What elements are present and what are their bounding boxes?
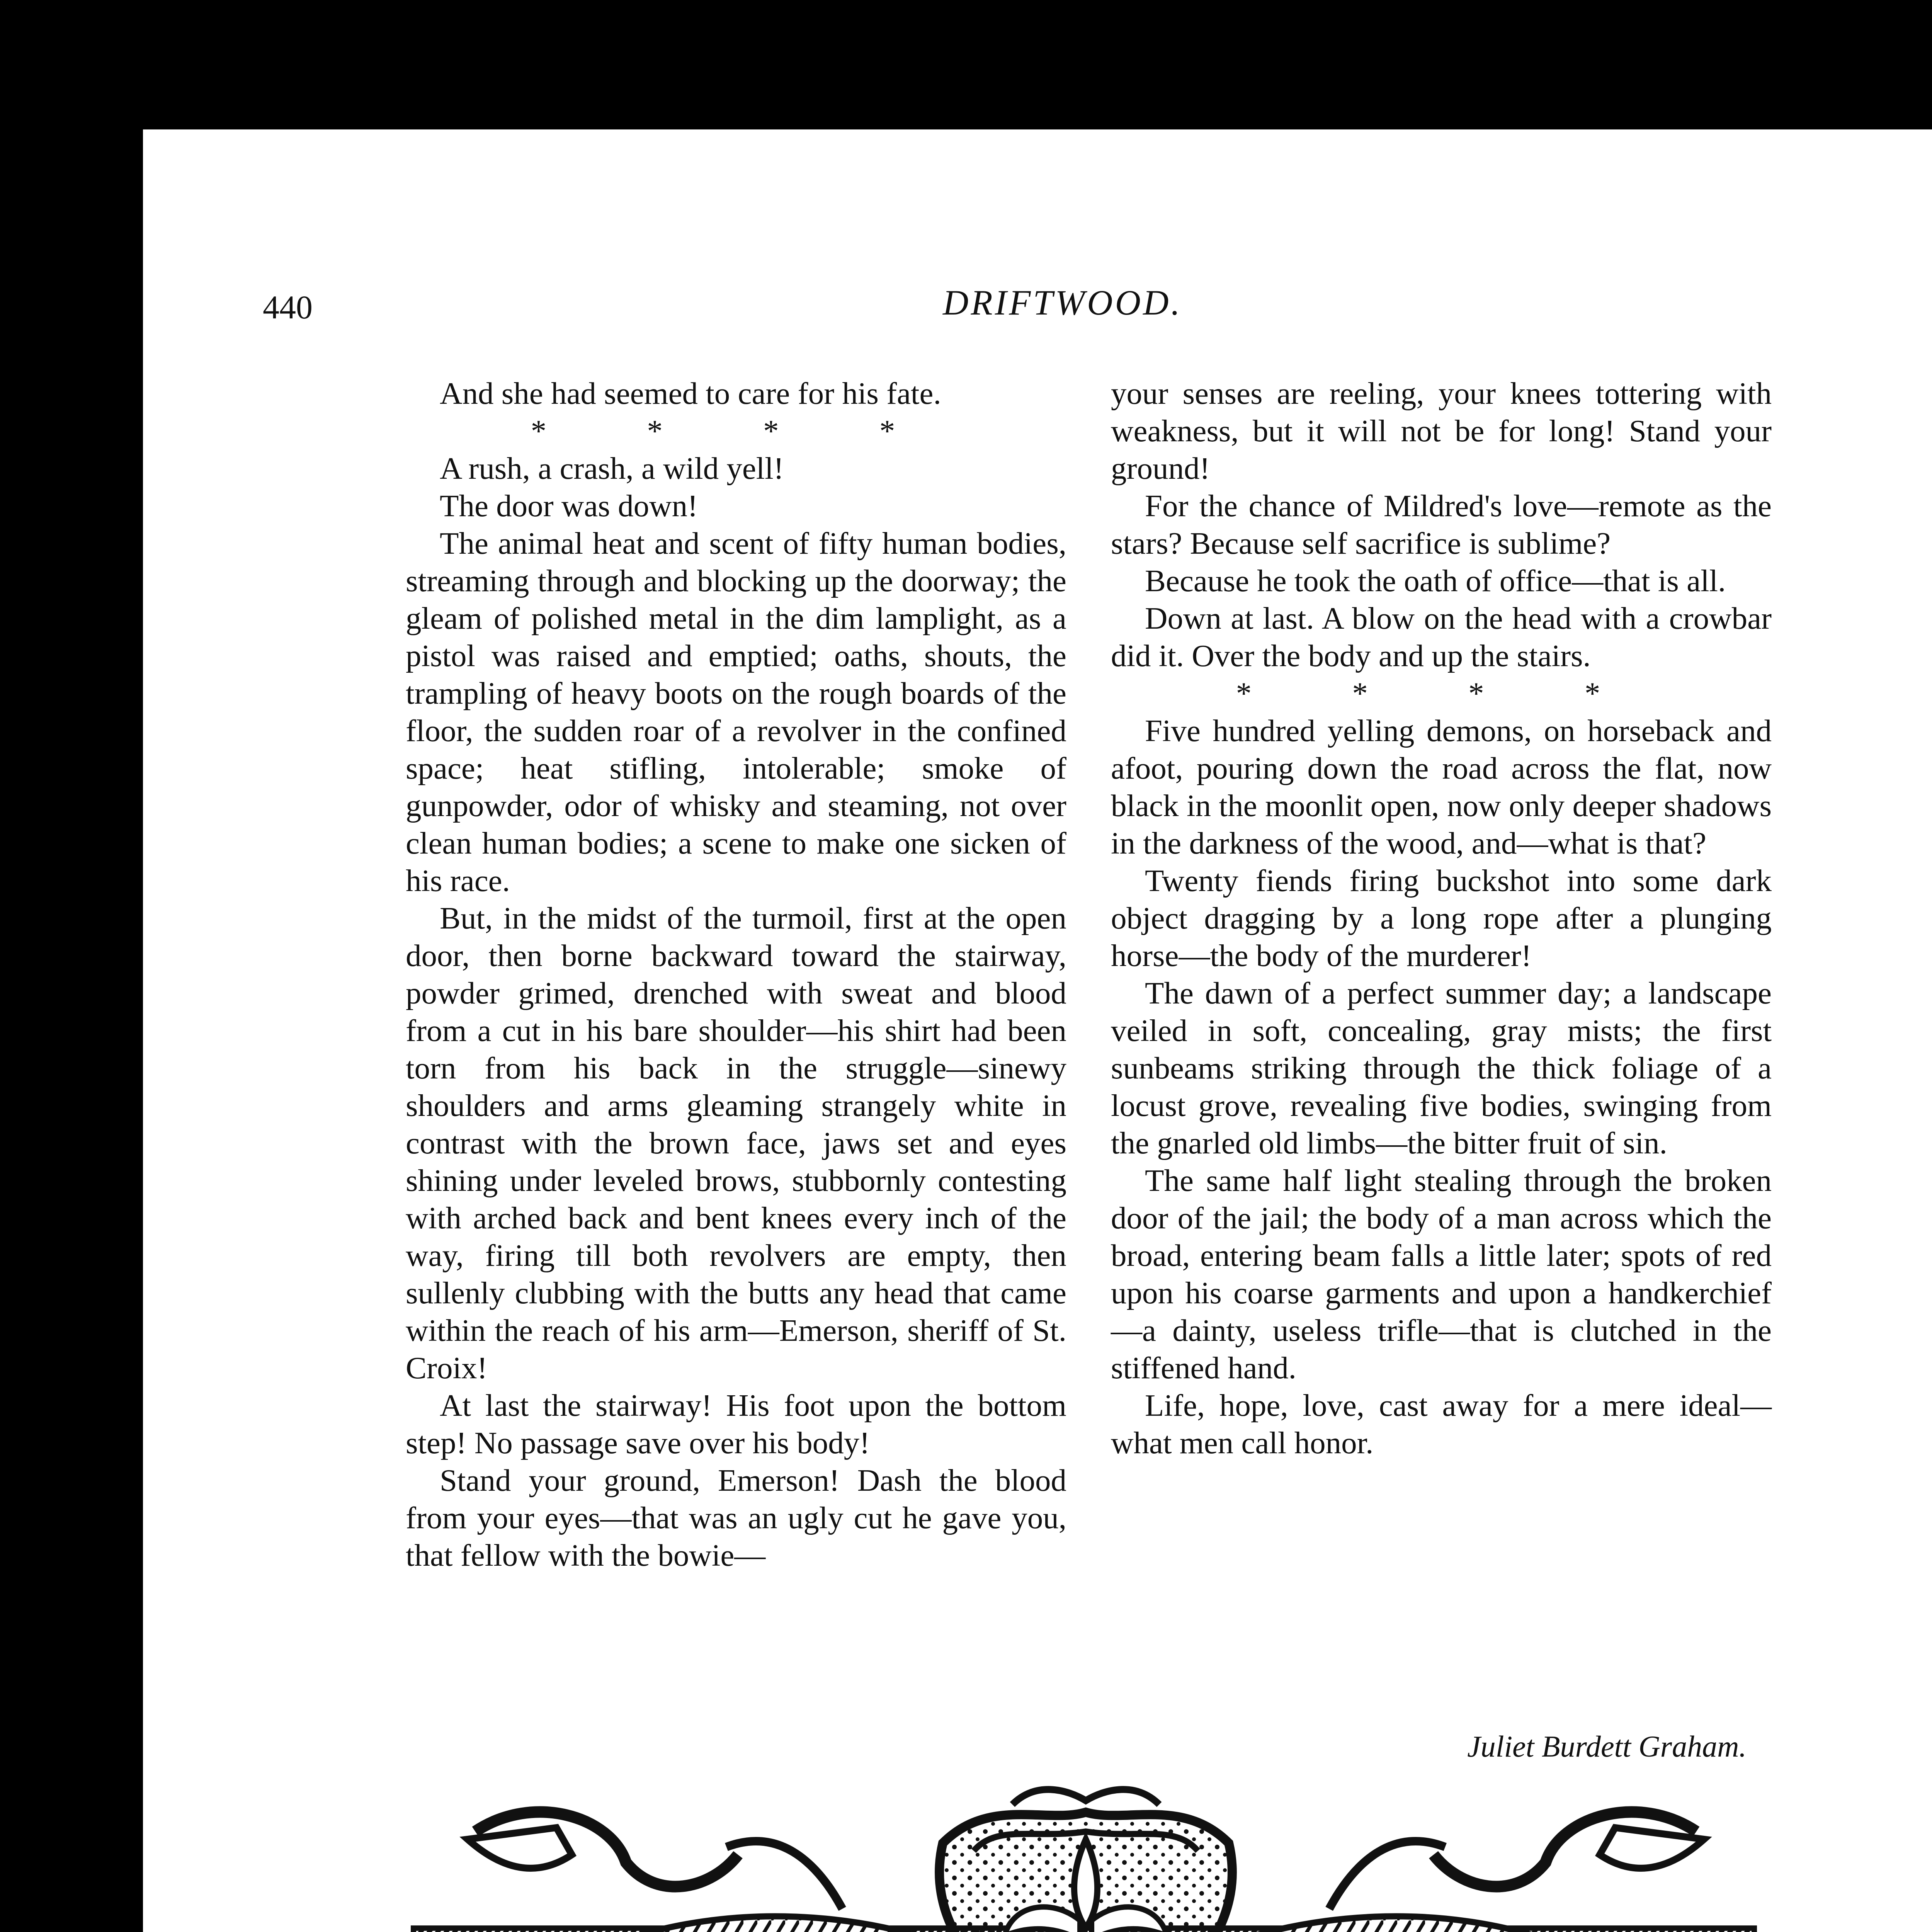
decorative-ornament-banner [410,1781,1762,1932]
paragraph: But, in the midst of the turmoil, first at the open door, then borne backward toward the stairway, powder grimed, drenched with sweat and blood from a cut in his bare shoulder—his shirt had been torn from his back in the struggle—sinewy shoulders and arms gleaming strangely white in contrast with the brown face, jaws set and eyes shining under leveled brows, stubbornly contesting with arched back and bent knees every inch of the way, firing till both revolvers are empty, then sullenly clubbing with the butts any head that came within the reach of his arm—Emerson, sheriff of St. Croix! [406,901,1066,1385]
paragraph: For the chance of Mildred's love—remote as the stars? Because self sacrifice is sublime? [1111,488,1772,561]
paragraph: A rush, a crash, a wild yell! [440,451,784,486]
paragraph: At last the stairway! His foot upon the bottom step! No passage save over his body! [406,1388,1066,1460]
page-number: 440 [263,289,313,326]
paragraph: Twenty fiends firing buckshot into some dark object dragging by a long rope after a plunging horse—the body of the murderer! [1111,863,1772,973]
paragraph: The dawn of a perfect summer day; a landscape veiled in soft, concealing, gray mists; the first sunbeams striking through the thick foliage of a locust grove, revealing five bodies, swinging from the gnarled old limbs—the bitter fruit of sin. [1111,976,1772,1160]
paragraph: Because he took the oath of office—that is all. [1145,563,1726,598]
paragraph: Stand your ground, Emerson! Dash the blood from your eyes—that was an ugly cut he gave you, that fellow with the bowie— [406,1463,1066,1573]
paragraph: Life, hope, love, cast away for a mere ideal—what men call honor. [1111,1388,1772,1460]
story-author-signature: Juliet Burdett Graham. [1467,1730,1747,1763]
paragraph: And she had seemed to care for his fate. [440,376,941,411]
right-ribbon-icon [1329,1812,1704,1909]
paragraph-continued: your senses are reeling, your knees tottering with weakness, but it will not be for long! Stand your ground! [1111,376,1772,486]
paragraph: The animal heat and scent of fifty human bodies, streaming through and blocking up the doorway; the gleam of polished metal in the dim lamplight, as a pistol was raised and emptied; oaths, shouts, the trampling of heavy boots on the rough boards of the floor, the sudden roar of a revolver in the confined space; heat stifling, intolerable; smoke of gunpowder, odor of whisky and steaming, not over clean human bodies; a scene to make one sicken of his race. [406,526,1066,898]
story-left-column [406,375,1066,1574]
paragraph: Five hundred yelling demons, on horseback and afoot, pouring down the road across the flat, now black in the moonlit open, now only deeper shadows in the darkness of the wood, and—what is that? [1111,713,1772,861]
section-break: * * * * [1236,676,1647,711]
left-ribbon-icon [468,1812,842,1909]
paragraph: Down at last. A blow on the head with a crowbar did it. Over the body and up the stairs. [1111,601,1772,673]
paragraph: The same half light stealing through the broken door of the jail; the body of a man across which the broad, entering beam falls a little later; spots of red upon his coarse garments and upon a handkerchief—a dainty, useless trifle—that is clutched in the stiffened hand. [1111,1163,1772,1385]
running-head: DRIFTWOOD. [943,283,1182,322]
section-break: * * * * [531,413,942,448]
paragraph: The door was down! [440,488,698,523]
story-right-column [1111,375,1772,1462]
